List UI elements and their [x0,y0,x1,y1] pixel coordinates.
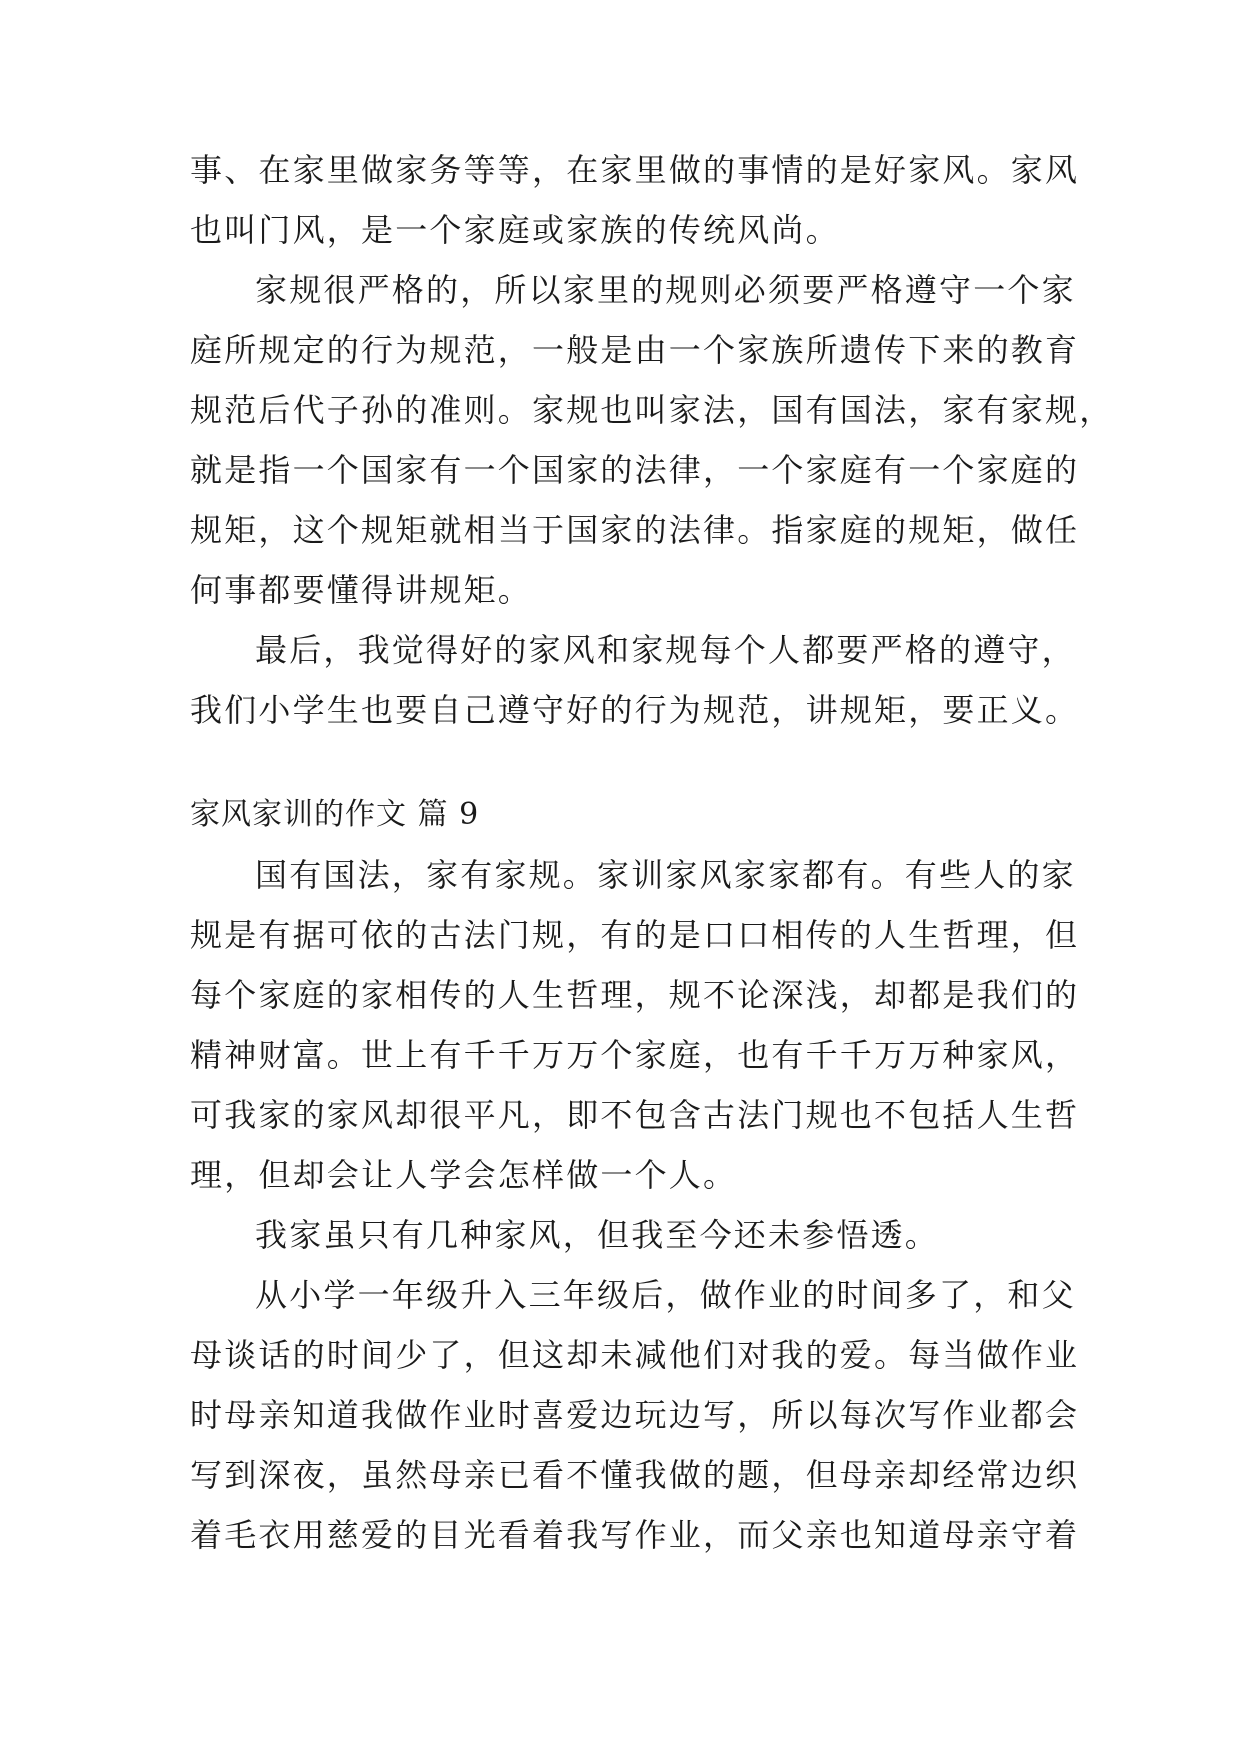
text-line: 写到深夜，虽然母亲已看不懂我做的题，但母亲却经常边织 [190,1456,1080,1494]
text-line: 理，但却会让人学会怎样做一个人。 [190,1156,738,1194]
paragraph-start-line: 我家虽只有几种家风，但我至今还未参悟透。 [255,1216,940,1254]
text-line: 精神财富。世上有千千万万个家庭，也有千千万万种家风， [190,1036,1080,1074]
text-line: 就是指一个国家有一个国家的法律，一个家庭有一个家庭的 [190,451,1080,489]
paragraph-start-line: 家规很严格的，所以家里的规则必须要严格遵守一个家 [255,271,1076,309]
text-line: 规范后代子孙的准则。家规也叫家法，国有国法，家有家规， [190,391,1114,429]
text-line: 可我家的家风却很平凡，即不包含古法门规也不包括人生哲 [190,1096,1080,1134]
text-line: 每个家庭的家相传的人生哲理，规不论深浅，却都是我们的 [190,976,1080,1014]
text-line: 也叫门风，是一个家庭或家族的传统风尚。 [190,211,840,249]
paragraph-start-line: 最后，我觉得好的家风和家规每个人都要严格的遵守， [255,631,1076,669]
text-line: 何事都要懂得讲规矩。 [190,571,533,609]
text-line: 规矩，这个规矩就相当于国家的法律。指家庭的规矩，做任 [190,511,1080,549]
section-heading: 家风家训的作文 篇 9 [190,797,480,832]
text-line: 庭所规定的行为规范，一般是由一个家族所遗传下来的教育 [190,331,1080,369]
paragraph-start-line: 国有国法，家有家规。家训家风家家都有。有些人的家 [255,856,1076,894]
text-line: 母谈话的时间少了，但这却未减他们对我的爱。每当做作业 [190,1336,1080,1374]
text-line: 时母亲知道我做作业时喜爱边玩边写，所以每次写作业都会 [190,1396,1080,1434]
text-line: 着毛衣用慈爱的目光看着我写作业，而父亲也知道母亲守着 [190,1516,1080,1554]
paragraph-start-line: 从小学一年级升入三年级后，做作业的时间多了，和父 [255,1276,1076,1314]
text-line: 我们小学生也要自己遵守好的行为规范，讲规矩，要正义。 [190,691,1080,729]
text-line: 规是有据可依的古法门规，有的是口口相传的人生哲理，但 [190,916,1080,954]
text-line: 事、在家里做家务等等，在家里做的事情的是好家风。家风 [190,151,1080,189]
